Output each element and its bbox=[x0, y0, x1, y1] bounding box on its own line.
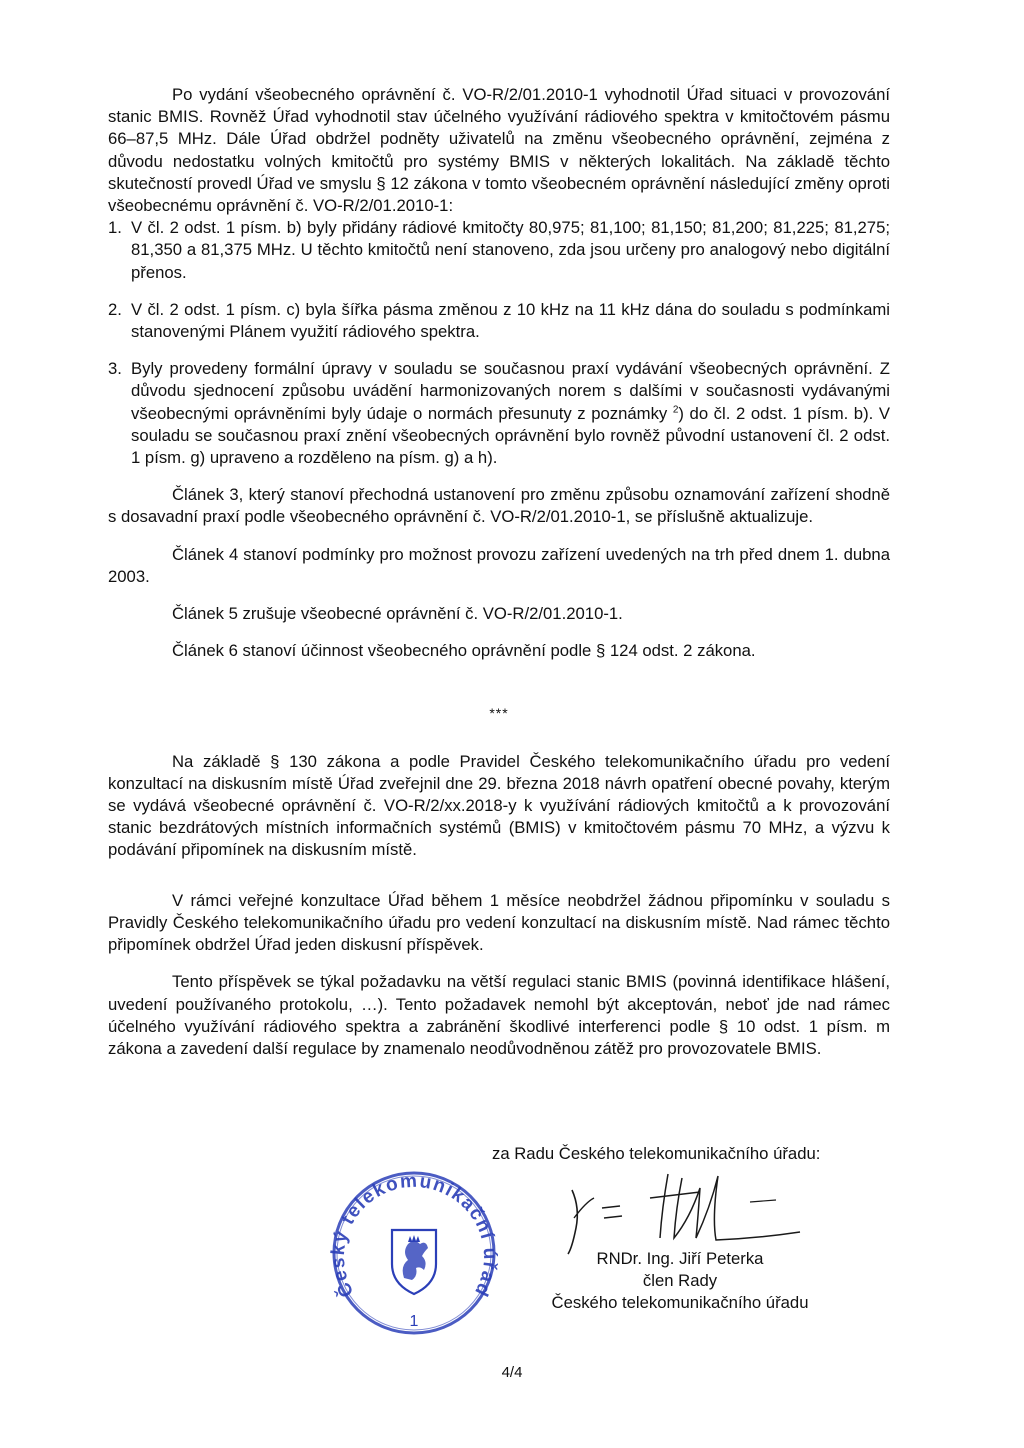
article3-paragraph: Článek 3, který stanoví přechodná ustanovení pro změnu způsobu oznamování zařízení shodně s dosavadní praxí podle všeobecného oprávnění č. VO-R/2/01.2010-1, se příslušně aktualizuje. bbox=[108, 485, 890, 527]
changes-list bbox=[108, 217, 890, 469]
list-number: 2. bbox=[108, 299, 122, 319]
signer-role: člen Rady bbox=[642, 1271, 718, 1290]
list-number: 1. bbox=[108, 218, 122, 238]
article4-paragraph: Článek 4 stanoví podmínky pro možnost provozu zařízení uvedených na trh před dnem 1. dubna 2003. bbox=[108, 544, 890, 586]
list-item bbox=[108, 358, 890, 469]
list-item-text: V čl. 2 odst. 1 písm. c) byla šířka pásma změnou z 10 kHz na 11 kHz dána do souladu s podmínkami stanovenými Plánem využití rádiového spektra. bbox=[131, 299, 890, 342]
document-body bbox=[108, 84, 890, 1060]
list-item bbox=[108, 217, 890, 284]
article5-paragraph: Článek 5 zrušuje všeobecné oprávnění č. VO-R/2/01.2010-1. bbox=[172, 604, 623, 624]
intro-paragraph: Po vydání všeobecného oprávnění č. VO-R/2/01.2010-1 vyhodnotil Úřad situaci v provozování stanic BMIS. Rovněž Úřad vyhodnotil stav účelného využívání rádiového spektra v kmitočtovém pásmu 66–87,5 MHz. Dále Úřad obdržel podněty uživatelů na změnu všeobecného oprávnění, zejména z důvodu nedostatku volných kmitočtů pro systémy BMIS v některých lokalitách. Na základě těchto skutečností provedl Úřad ve smyslu § 12 zákona v tomto všeobecném oprávnění následující změny oproti všeobecnému oprávnění č. VO-R/2/01.2010-1: bbox=[108, 85, 890, 216]
signature-intro: za Radu Českého telekomunikačního úřadu: bbox=[492, 1144, 821, 1163]
signature-block bbox=[320, 1138, 920, 1338]
public-consultation-paragraph: V rámci veřejné konzultace Úřad během 1 měsíce neobdržel žádnou připomínku v souladu s Pravidly Českého telekomunikačního úřadu pro vedení konzultací na diskusním místě. Nad rámec těchto připomínek obdržel Úřad jeden diskusní příspěvek. bbox=[108, 890, 890, 955]
list-item bbox=[108, 299, 890, 343]
list-item-text: V čl. 2 odst. 1 písm. b) byly přidány rádiové kmitočty 80,975; 81,100; 81,150; 81,200; 81,225; 81,275; 81,350 a 81,375 MHz. U těchto kmitočtů není stanoveno, zda jsou určeny pro analogový nebo digitální přenos. bbox=[131, 218, 890, 282]
signer-name: RNDr. Ing. Jiří Peterka bbox=[596, 1249, 764, 1268]
signer-institution: Českého telekomunikačního úřadu bbox=[551, 1293, 809, 1312]
stamp-number: 1 bbox=[409, 1313, 419, 1330]
contribution-paragraph: Tento příspěvek se týkal požadavku na větší regulaci stanic BMIS (povinná identifikace hlášení, uvedení používaného protokolu, …). Tento požadavek nemohl být akceptován, neboť jde nad rámec účelného využívání rádiového spektra a zabránění škodlivé interferenci podle § 10 odst. 1 písm. m zákona a zavedení další regulace by znamenalo neodůvodněnou zátěž pro provozovatele BMIS. bbox=[108, 972, 890, 1058]
page-number: 4/4 bbox=[501, 1364, 523, 1381]
consultation-paragraph: Na základě § 130 zákona a podle Pravidel Českého telekomunikačního úřadu pro vedení konzultací na diskusním místě Úřad zveřejnil dne 29. března 2018 návrh opatření obecné povahy, kterým se vydává všeobecné oprávnění č. VO-R/2/xx.2018-y k využívání rádiových kmitočtů a k provozování stanic bezdrátových místních informačních systémů (BMIS) v kmitočtovém pásmu 70 MHz, a výzvu k podávání připomínek na diskusním místě. bbox=[108, 751, 890, 860]
footnote-reference: 2 bbox=[672, 404, 679, 416]
signer-details bbox=[525, 1248, 835, 1314]
stamp-text: Český telekomunikační úřad bbox=[327, 1170, 501, 1301]
section-separator: *** bbox=[489, 705, 509, 722]
list-number: 3. bbox=[108, 359, 122, 379]
official-stamp-seal bbox=[324, 1148, 504, 1338]
handwritten-signature bbox=[550, 1168, 810, 1258]
article6-paragraph: Článek 6 stanoví účinnost všeobecného oprávnění podle § 124 odst. 2 zákona. bbox=[172, 641, 756, 661]
list-item-text-continued: ) do čl. 2 odst. 1 písm. b). V souladu se současnou praxí znění všeobecných oprávnění bylo rovněž původní ustanovení čl. 2 odst. 1 písm. g) upraveno a rozděleno na písm. g) a h). bbox=[131, 403, 890, 468]
list-item-text: Byly provedeny formální úpravy v souladu se současnou praxí vydávání všeobecných oprávnění. Z důvodu sjednocení způsobu uvádění harmonizovaných norem s dalšími v současnosti vydávanými všeobecnými oprávněními byly údaje o normách přesunuty z poznámky bbox=[131, 359, 890, 423]
